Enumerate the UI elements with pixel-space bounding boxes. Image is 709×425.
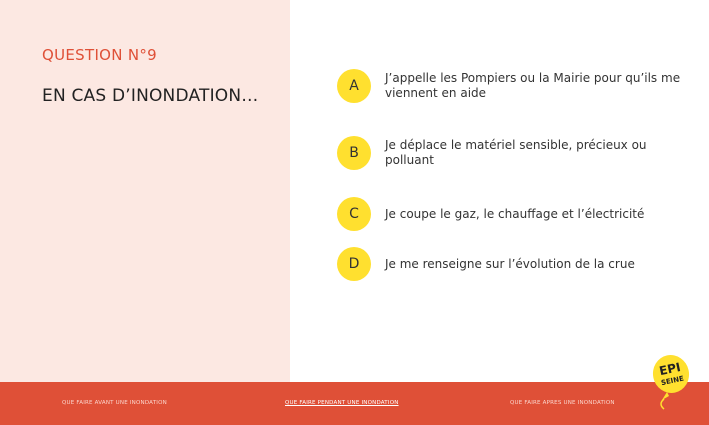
answer-letter-badge: A: [337, 69, 371, 103]
answer-text: J’appelle les Pompiers ou la Mairie pour qu’ils me viennent en aide: [385, 71, 681, 100]
nav-during-flood[interactable]: QUE FAIRE PENDANT UNE INONDATION: [285, 400, 399, 406]
nav-before-flood[interactable]: QUE FAIRE AVANT UNE INONDATION: [62, 400, 167, 406]
answer-option-d[interactable]: [337, 247, 697, 281]
answer-text: Je me renseigne sur l’évolution de la crue: [385, 256, 635, 271]
nav-after-flood[interactable]: QUE FAIRE APRES UNE INONDATION: [510, 400, 615, 406]
answer-option-b[interactable]: [337, 136, 697, 170]
question-title: EN CAS D’INONDATION…: [42, 86, 259, 106]
answer-text: Je déplace le matériel sensible, précieux ou polluant: [385, 138, 647, 167]
answer-letter-badge: B: [337, 136, 371, 170]
logo-text-seine: SEINE: [660, 374, 685, 388]
question-number: QUESTION N°9: [42, 46, 158, 64]
balloon-logo-icon: [648, 352, 694, 412]
answer-text: Je coupe le gaz, le chauffage et l’électricité: [385, 206, 645, 221]
answer-option-a[interactable]: [337, 69, 697, 103]
answer-option-c[interactable]: [337, 197, 697, 231]
answer-letter-badge: C: [337, 197, 371, 231]
answer-letter-badge: D: [337, 247, 371, 281]
logo-text-epi: EPI: [658, 360, 682, 379]
